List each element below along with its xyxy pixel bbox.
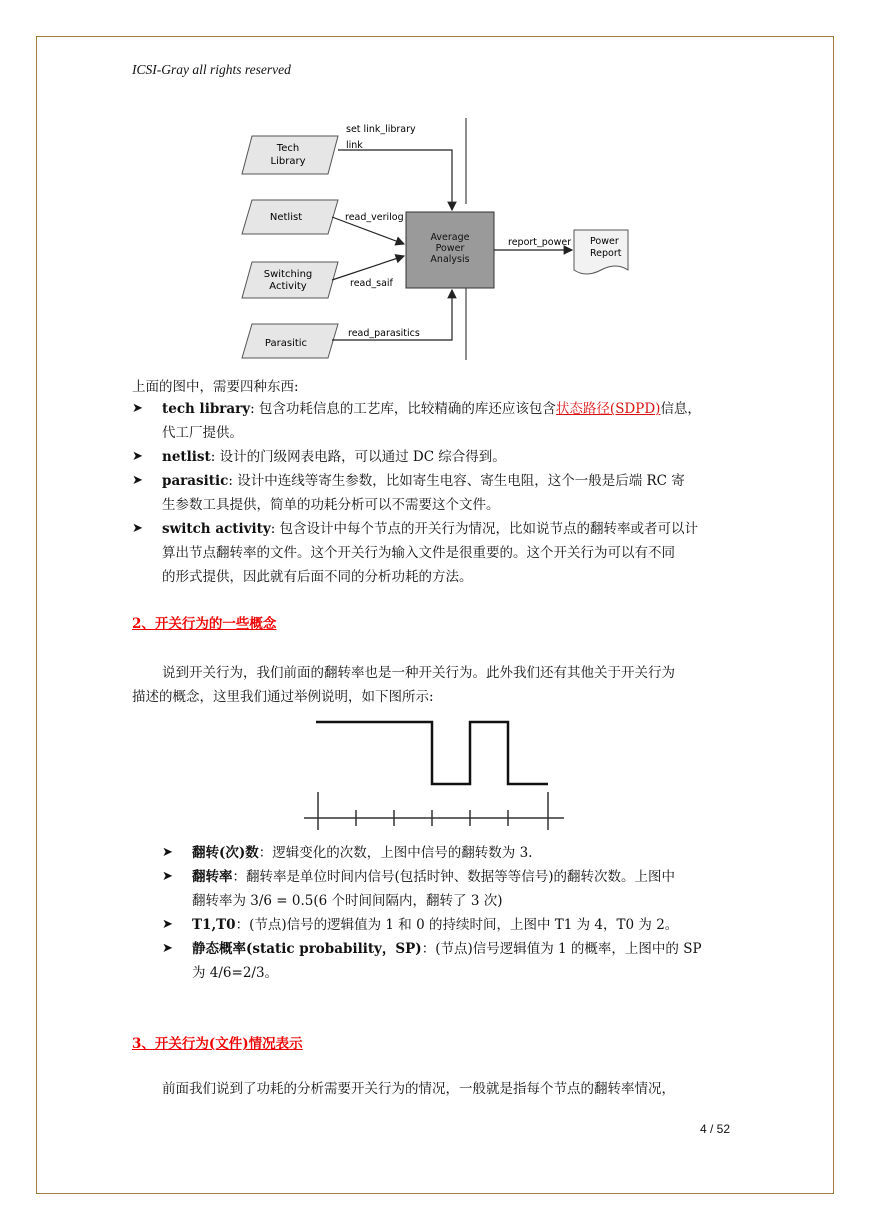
tech-library-label-1: Tech xyxy=(276,143,300,154)
edge-set-link-library: set link_library xyxy=(346,124,416,135)
bullet-arrow-icon: ➤ xyxy=(162,869,173,884)
para3: 前面我们说到了功耗的分析需要开关行为的情况，一般就是指每个节点的翻转率情况， xyxy=(162,1081,675,1097)
intro-text: 上面的图中，需要四种东西: xyxy=(132,379,299,395)
report-label-1: Power xyxy=(590,236,619,247)
center-label-2: Power xyxy=(435,243,465,254)
sdpd-link[interactable]: 状态路径(SDPD) xyxy=(555,401,661,417)
parasitic-label: Parasitic xyxy=(264,338,308,349)
list2-item-t1-t0: T1,T0：(节点)信号的逻辑值为 1 和 0 的持续时间，上图中 T1 为 4，T0 为 2。 xyxy=(192,917,679,933)
netlist-label: Netlist xyxy=(269,212,303,223)
bullet-arrow-icon: ➤ xyxy=(132,473,143,488)
list-item-switch-activity-cont2: 的形式提供，因此就有后面不同的分析功耗的方法。 xyxy=(162,569,473,585)
edge-link: link xyxy=(346,140,363,151)
para2-line1: 说到开关行为，我们前面的翻转率也是一种开关行为。此外我们还有其他关于开关行为 xyxy=(162,665,675,681)
switching-label-2: Activity xyxy=(269,281,307,292)
list-item-tech-library-cont: 代工厂提供。 xyxy=(162,425,243,441)
waveform-diagram xyxy=(300,712,570,834)
list-item-switch-activity: switch activity: 包含设计中每个节点的开关行为情况，比如说节点的翻转率或者可以计 xyxy=(162,521,699,537)
center-label-3: Analysis xyxy=(430,254,470,265)
report-label-2: Report xyxy=(590,248,622,259)
section-3-heading: 3、开关行为(文件)情况表示 xyxy=(132,1036,303,1052)
switching-label-1: Switching xyxy=(263,269,313,280)
list-item-switch-activity-cont: 算出节点翻转率的文件。这个开关行为输入文件是很重要的。这个开关行为可以有不同 xyxy=(162,545,675,561)
list2-item-toggle-rate: 翻转率：翻转率是单位时间内信号(包括时钟、数据等等信号)的翻转次数。上图中 xyxy=(192,869,676,885)
edge-read-verilog: read_verilog xyxy=(345,212,404,223)
switching-activity-shape xyxy=(242,262,338,298)
page-number: 4 / 52 xyxy=(700,1122,731,1136)
para2-line2: 描述的概念，这里我们通过举例说明，如下图所示: xyxy=(132,689,434,705)
bullet-arrow-icon: ➤ xyxy=(162,845,173,860)
tech-library-label-2: Library xyxy=(270,156,306,167)
signal-waveform xyxy=(316,722,548,784)
tech-library-shape xyxy=(242,136,338,174)
list-item-parasitic: parasitic: 设计中连线等寄生参数，比如寄生电容、寄生电阻，这个一般是后端 RC 寄 xyxy=(162,473,685,489)
center-label-1: Average xyxy=(430,232,470,243)
list2-item-toggle-rate-cont: 翻转率为 3/6 = 0.5(6 个时间间隔内，翻转了 3 次) xyxy=(192,893,503,909)
list-item-netlist: netlist: 设计的门级网表电路，可以通过 DC 综合得到。 xyxy=(162,449,506,465)
list2-item-toggle-count: 翻转(次)数：逻辑变化的次数，上图中信号的翻转数为 3. xyxy=(192,845,533,861)
edge-read-saif: read_saif xyxy=(350,278,393,289)
bullet-arrow-icon: ➤ xyxy=(132,449,143,464)
list-item-parasitic-cont: 生参数工具提供，简单的功耗分析可以不需要这个文件。 xyxy=(162,497,500,513)
edge-report-power: report_power xyxy=(508,237,572,248)
bullet-arrow-icon: ➤ xyxy=(132,401,143,416)
bullet-arrow-icon: ➤ xyxy=(132,521,143,536)
bullet-arrow-icon: ➤ xyxy=(162,917,173,932)
bullet-arrow-icon: ➤ xyxy=(162,941,173,956)
edge-read-parasitics: read_parasitics xyxy=(348,328,420,339)
list-item-tech-library: tech library: 包含功耗信息的工艺库，比较精确的库还应该包含状态路径(SDPD)信息， xyxy=(162,401,701,417)
list2-item-static-probability-cont: 为 4/6=2/3。 xyxy=(192,965,279,981)
section-2-heading: 2、开关行为的一些概念 xyxy=(132,616,277,632)
list2-item-static-probability: 静态概率(static probability，SP)：(节点)信号逻辑值为 1 的概率，上图中的 SP xyxy=(192,941,702,957)
power-analysis-diagram xyxy=(230,112,650,364)
page-header: ICSI-Gray all rights reserved xyxy=(132,62,291,77)
